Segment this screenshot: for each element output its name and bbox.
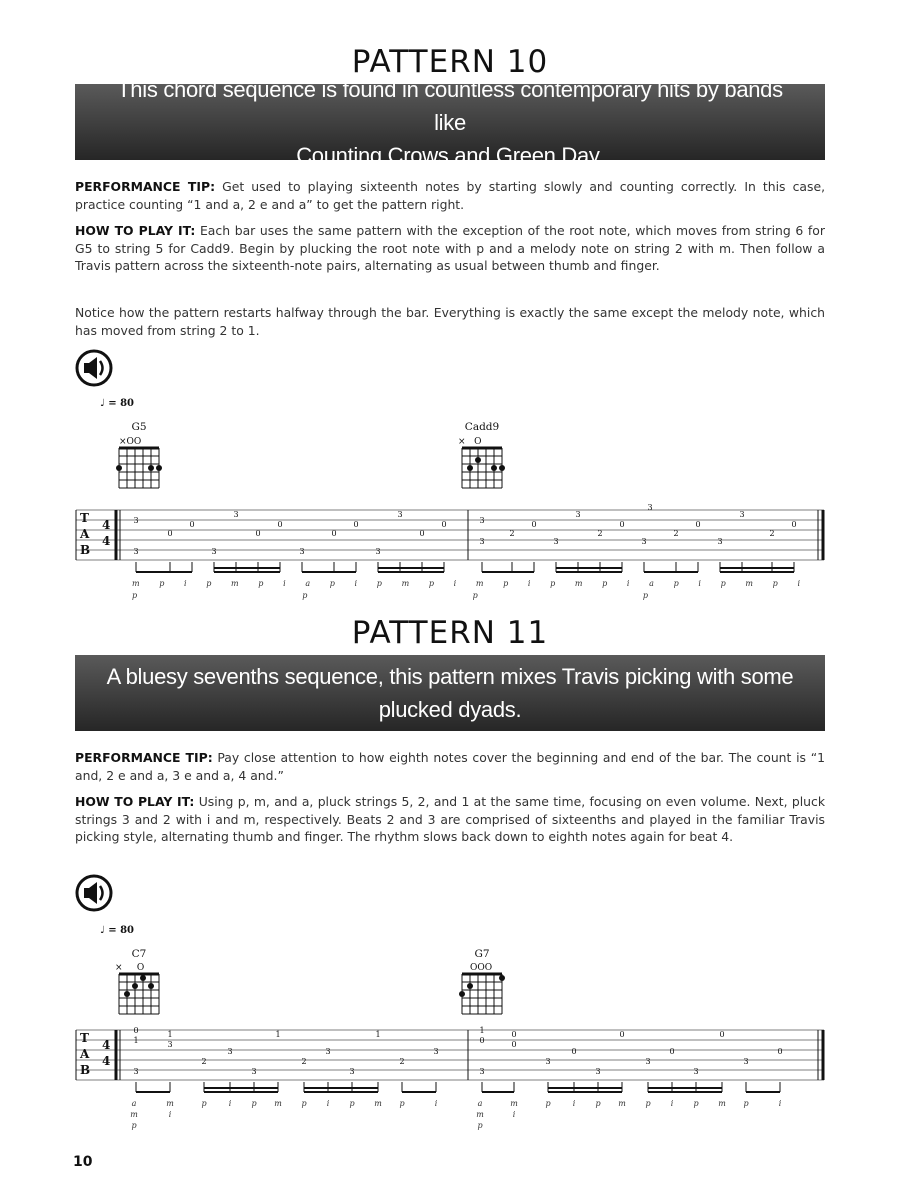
pattern-10-banner-line1: This chord sequence is found in countless contemporary hits by bands like: [117, 76, 783, 135]
svg-text:3: 3: [595, 1067, 601, 1076]
svg-text:3: 3: [167, 1040, 173, 1049]
quarter-note-icon: ♩: [100, 398, 105, 409]
svg-text:m: m: [374, 1099, 382, 1108]
svg-text:i: i: [670, 1099, 674, 1108]
chord-diagram-g7: [456, 962, 508, 1018]
svg-text:0: 0: [619, 1030, 625, 1039]
pattern-10-banner-line2: Counting Crows and Green Day.: [296, 142, 604, 168]
svg-text:i: i: [434, 1099, 438, 1108]
tab-staff-pattern-11: [72, 1020, 832, 1145]
svg-text:i: i: [326, 1099, 330, 1108]
svg-text:3: 3: [433, 1047, 439, 1056]
time-signature: 4: [102, 1054, 111, 1068]
tab-letter: T: [80, 1031, 89, 1045]
svg-text:a: a: [477, 1099, 483, 1108]
svg-text:3: 3: [739, 510, 745, 519]
svg-text:0: 0: [441, 520, 447, 529]
tempo-marking: [100, 398, 134, 409]
pattern-11-banner: [75, 655, 825, 731]
svg-text:0: 0: [277, 520, 283, 529]
svg-text:0: 0: [791, 520, 797, 529]
pattern-11-how-to-play: [75, 793, 825, 846]
svg-text:3: 3: [553, 537, 559, 546]
svg-text:3: 3: [717, 537, 723, 546]
svg-text:3: 3: [647, 503, 653, 512]
pattern-11-title: PATTERN 11: [351, 615, 549, 651]
time-signature: 4: [102, 1038, 111, 1052]
tab-letter: T: [80, 511, 89, 525]
svg-text:0: 0: [167, 529, 173, 538]
svg-text:1: 1: [167, 1030, 173, 1039]
svg-text:p: p: [477, 1121, 483, 1130]
svg-text:p: p: [399, 1099, 405, 1108]
pattern-10-notice: Notice how the pattern restarts halfway through the bar. Everything is exactly the same except the melody note, which has moved from string 2 to 1.: [75, 305, 825, 338]
svg-text:3: 3: [233, 510, 239, 519]
pattern-10-banner: [75, 76, 825, 168]
svg-text:0: 0: [777, 1047, 783, 1056]
tab-letter: B: [80, 543, 91, 557]
chord-name: Cadd9: [464, 421, 500, 433]
svg-text:m: m: [274, 1099, 282, 1108]
pattern-10-how-to-play: [75, 222, 825, 275]
svg-text:3: 3: [251, 1067, 257, 1076]
svg-text:2: 2: [597, 529, 603, 538]
svg-text:0: 0: [133, 1026, 139, 1035]
tip-text: Pay close attention to how eighth notes cover the beginning and end of the bar. The count is “1 and, 2 e and a, 3 e and a, 4 and.”: [75, 750, 825, 783]
svg-text:3: 3: [211, 547, 217, 556]
svg-text:p: p: [545, 1099, 551, 1108]
fingering-row-thumb: p p p p: [132, 591, 648, 600]
tip-label: PERFORMANCE TIP:: [75, 179, 216, 194]
svg-text:i: i: [168, 1110, 172, 1119]
svg-text:0: 0: [419, 529, 425, 538]
svg-text:p: p: [251, 1099, 257, 1108]
audio-play-icon[interactable]: [75, 349, 113, 387]
tab-staff-pattern-10: [72, 500, 832, 610]
svg-text:3: 3: [479, 1067, 485, 1076]
svg-text:2: 2: [201, 1057, 207, 1066]
audio-play-icon[interactable]: [75, 874, 113, 912]
quarter-note-icon: ♩: [100, 925, 105, 936]
svg-text:0: 0: [571, 1047, 577, 1056]
chord-markers: ×OO: [119, 437, 142, 447]
svg-text:m: m: [166, 1099, 174, 1108]
tip-text: Get used to playing sixteenth notes by starting slowly and counting correctly. In this case, practice counting “1 and a, 2 e and a” to get the pattern right.: [75, 179, 826, 212]
svg-text:3: 3: [479, 516, 485, 525]
chord-diagram-g5: [113, 436, 165, 492]
svg-text:1: 1: [375, 1030, 381, 1039]
svg-text:m: m: [130, 1110, 138, 1119]
pattern-10-title: PATTERN 10: [351, 44, 549, 80]
svg-text:3: 3: [693, 1067, 699, 1076]
svg-text:a: a: [131, 1099, 137, 1108]
svg-text:p: p: [301, 1099, 307, 1108]
svg-text:3: 3: [227, 1047, 233, 1056]
chord-markers: × O: [458, 437, 482, 447]
fingering-row: m p i p m p i a p i p m p i m p i p m p i a p i p m p i: [132, 579, 801, 588]
tempo-value: = 80: [108, 398, 134, 409]
time-signature: 4: [102, 534, 111, 548]
tab-letter: A: [80, 527, 90, 541]
svg-text:3: 3: [641, 537, 647, 546]
chord-diagram-c7: [113, 962, 165, 1018]
svg-text:m: m: [718, 1099, 726, 1108]
svg-text:3: 3: [575, 510, 581, 519]
how-label: HOW TO PLAY IT:: [75, 223, 196, 238]
svg-text:2: 2: [509, 529, 515, 538]
pattern-11-performance-tip: [75, 749, 825, 784]
svg-text:i: i: [512, 1110, 516, 1119]
svg-text:3: 3: [133, 547, 139, 556]
chord-diagram-cadd9: [456, 436, 508, 492]
svg-text:0: 0: [511, 1030, 517, 1039]
svg-text:0: 0: [619, 520, 625, 529]
svg-text:p: p: [349, 1099, 355, 1108]
svg-text:3: 3: [133, 516, 139, 525]
svg-text:m: m: [476, 1110, 484, 1119]
svg-text:0: 0: [695, 520, 701, 529]
svg-text:1: 1: [133, 1036, 139, 1045]
svg-text:2: 2: [769, 529, 775, 538]
svg-text:3: 3: [743, 1057, 749, 1066]
page-number: 10: [73, 1154, 93, 1170]
time-signature: 4: [102, 518, 111, 532]
pattern-10-performance-tip: [75, 178, 825, 213]
how-text: Each bar uses the same pattern with the exception of the root note, which moves from string 6 for G5 to string 5 for Cadd9. Begin by plucking the root note with p and a melody note on string 2 with m. Then follow a Travis pattern across the sixteenth-note pairs, alternating as usual between thumb and finger.: [75, 223, 825, 274]
svg-text:2: 2: [301, 1057, 307, 1066]
how-label: HOW TO PLAY IT:: [75, 794, 195, 809]
svg-text:p: p: [645, 1099, 651, 1108]
svg-text:1: 1: [479, 1026, 485, 1035]
chord-markers: × O: [115, 963, 145, 973]
svg-text:1: 1: [275, 1030, 281, 1039]
svg-text:0: 0: [669, 1047, 675, 1056]
pattern-11-banner-line2: plucked dyads.: [378, 697, 522, 722]
chord-markers: OOO: [470, 963, 493, 973]
svg-text:p: p: [743, 1099, 749, 1108]
svg-text:0: 0: [511, 1040, 517, 1049]
svg-text:0: 0: [353, 520, 359, 529]
svg-text:2: 2: [399, 1057, 405, 1066]
tab-letter: A: [80, 1047, 90, 1061]
svg-text:3: 3: [133, 1067, 139, 1076]
svg-text:3: 3: [545, 1057, 551, 1066]
svg-text:3: 3: [397, 510, 403, 519]
svg-text:p: p: [201, 1099, 207, 1108]
svg-text:0: 0: [479, 1036, 485, 1045]
svg-text:3: 3: [645, 1057, 651, 1066]
svg-text:0: 0: [531, 520, 537, 529]
chord-name: G7: [474, 948, 490, 960]
tab-letter: B: [80, 1063, 91, 1077]
svg-text:m: m: [510, 1099, 518, 1108]
chord-name: G5: [131, 421, 147, 433]
svg-text:3: 3: [375, 547, 381, 556]
svg-text:2: 2: [673, 529, 679, 538]
svg-text:3: 3: [349, 1067, 355, 1076]
svg-text:3: 3: [325, 1047, 331, 1056]
svg-text:i: i: [572, 1099, 576, 1108]
svg-text:3: 3: [299, 547, 305, 556]
tempo-marking: [100, 925, 134, 936]
svg-text:3: 3: [479, 537, 485, 546]
svg-text:i: i: [228, 1099, 232, 1108]
svg-text:i: i: [778, 1099, 782, 1108]
tip-label: PERFORMANCE TIP:: [75, 750, 213, 765]
pattern-11-banner-line1: A bluesy sevenths sequence, this pattern mixes Travis picking with some: [106, 664, 794, 689]
svg-text:0: 0: [719, 1030, 725, 1039]
svg-text:0: 0: [331, 529, 337, 538]
svg-text:p: p: [595, 1099, 601, 1108]
svg-text:p: p: [693, 1099, 699, 1108]
tempo-value: = 80: [108, 925, 134, 936]
svg-text:m: m: [618, 1099, 626, 1108]
svg-text:0: 0: [255, 529, 261, 538]
chord-name: C7: [131, 948, 147, 960]
svg-text:p: p: [131, 1121, 137, 1130]
svg-text:0: 0: [189, 520, 195, 529]
how-text: Using p, m, and a, pluck strings 5, 2, and 1 at the same time, focusing on even volume. Next, pluck strings 3 and 2 with i and m, respectively. Beats 2 and 3 are comprised of sixteenths and played in the familiar Travis picking style, alternating thumb and finger. The rhythm slows back down to eighth notes again for beat 4.: [75, 794, 825, 845]
